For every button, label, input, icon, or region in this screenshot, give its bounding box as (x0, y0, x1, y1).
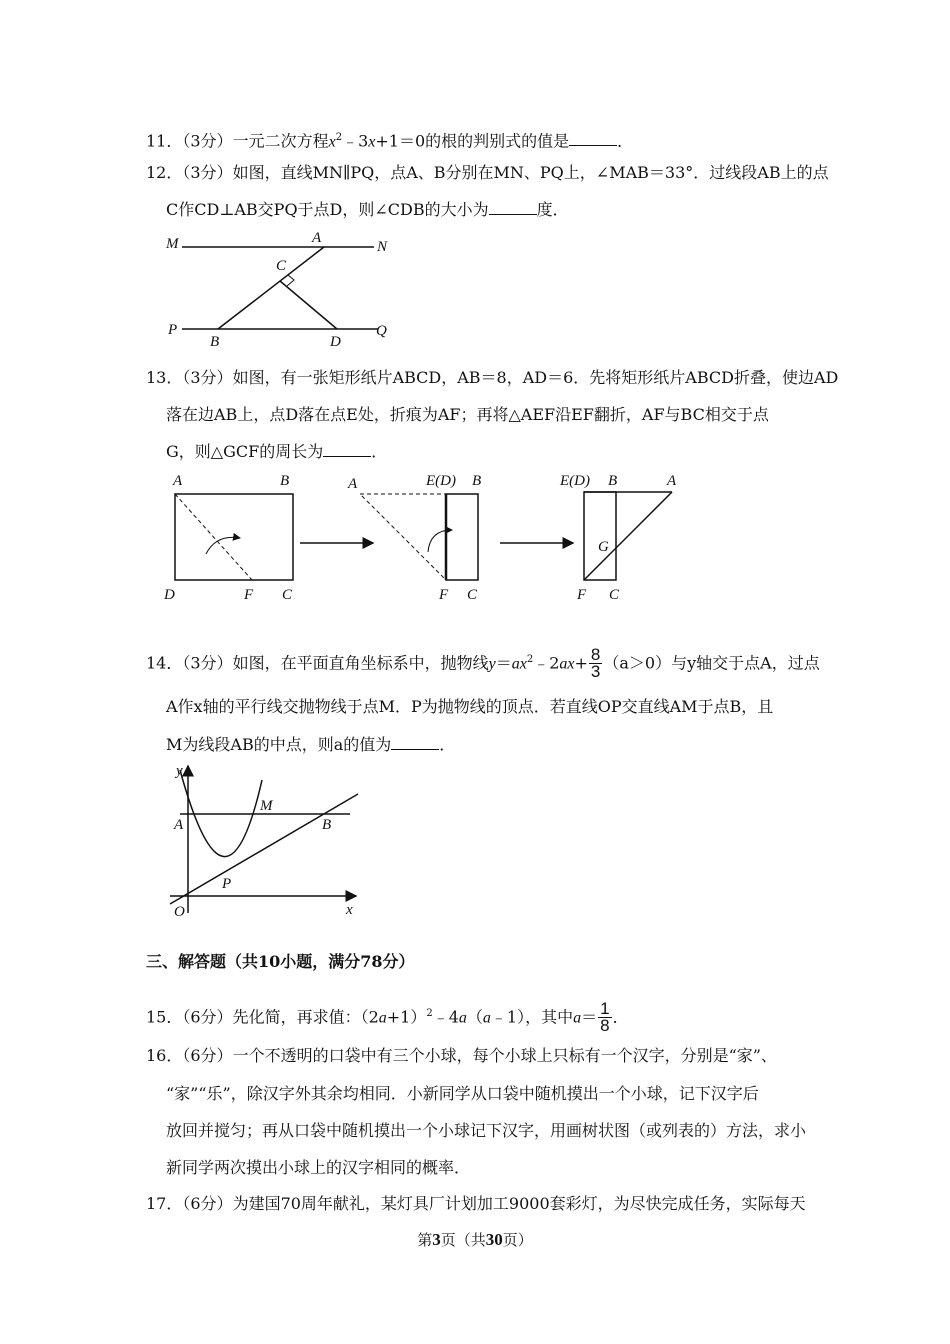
q11-score: （3分） (182, 131, 233, 151)
answer-blank (569, 131, 617, 146)
question-12-line2 (166, 200, 569, 220)
q14-text: 如图，在平面直角坐标系中，抛物线 (232, 653, 489, 673)
segment-ab (218, 247, 324, 329)
q16-text: 一个不透明的口袋中有三个小球，每个小球上只标有一个汉字，分别是“家”、 (232, 1046, 777, 1065)
q13-text-3-end: ． (371, 442, 388, 461)
q17-score: （6分） (182, 1194, 233, 1213)
q11-expr: ﹣3 (342, 131, 369, 151)
label-y: y (176, 763, 183, 779)
label-x: x (346, 902, 353, 918)
q13-score: （3分） (182, 368, 233, 387)
question-17-line1 (146, 1194, 806, 1214)
q13-number: 13． (146, 368, 183, 387)
label-n: N (377, 239, 388, 255)
fig1-fold-line (175, 494, 252, 580)
question-16-line1 (146, 1046, 777, 1066)
q14-fraction (589, 647, 602, 680)
label-b: B (210, 334, 220, 350)
q15-text-c: ﹣4 (432, 1007, 459, 1027)
label-p: P (168, 322, 178, 338)
footer-post: 页） (502, 1231, 533, 1249)
label-q: Q (376, 323, 387, 339)
fig3-strip (584, 492, 616, 580)
q12-text-2: C作CD⊥AB交PQ于点D，则∠CDB的大小为 (166, 200, 489, 219)
fig1-label-d: D (164, 587, 175, 603)
q16-number: 16． (146, 1046, 183, 1065)
answer-blank (323, 442, 371, 457)
fig2-strip (446, 494, 478, 580)
q14-frac-numerator: 8 (590, 645, 601, 665)
label-a: A (312, 230, 322, 246)
q14-figure (160, 758, 380, 923)
question-16-line3 (166, 1121, 806, 1141)
q17-number: 17． (146, 1194, 183, 1213)
q14-eq: ＝ (495, 653, 512, 673)
q14-number: 14． (146, 653, 183, 673)
q12-score: （3分） (182, 163, 233, 182)
footer-total-pages: 30 (485, 1230, 503, 1249)
fig1-label-b: B (280, 473, 290, 489)
label-m: M (166, 236, 179, 252)
question-14-line2 (166, 697, 773, 717)
label-m: M (260, 798, 273, 814)
q15-text-d: （ (466, 1007, 483, 1027)
q16-text-2: “家”“乐”，除汉字外其余均相同．小新同学从口袋中随机摸出一个小球，记下汉字后 (166, 1084, 759, 1103)
fig3-diagonal (584, 492, 672, 580)
q11-number: 11． (146, 131, 183, 151)
q15-number: 15． (146, 1007, 183, 1027)
q14-text-2: A作x轴的平行线交抛物线于点M．P为抛物线的顶点．若直线OP交直线AM于点B，且 (166, 697, 774, 716)
answer-blank (489, 200, 537, 215)
fig3-label-f: F (577, 587, 587, 603)
q15-var2: a (458, 1009, 467, 1027)
question-16-line4 (166, 1158, 470, 1178)
q14-score: （3分） (182, 653, 233, 673)
fig2-label-ed: E(D) (426, 473, 456, 489)
q11-exp: 2 (335, 132, 343, 143)
fig3-label-ed: E(D) (560, 473, 590, 489)
q14-expr: ﹣2 (533, 653, 560, 673)
q13-text-2: 落在边AB上，点D落在点E处，折痕为AF；再将△AEF沿EF翻折，AF与BC相交于点 (166, 405, 769, 424)
question-13-line1 (146, 368, 838, 388)
label-p: P (222, 876, 232, 892)
q14-text-3: M为线段AB的中点，则a的值为 (166, 735, 392, 754)
q16-text-3: 放回并搅匀；再从口袋中随机摸出一个小球记下汉字，用画树状图（或列表的）方法，求小 (166, 1121, 807, 1140)
q15-var4: a (573, 1009, 582, 1027)
fig3-label-c: C (609, 587, 620, 603)
q15-fraction (598, 1001, 611, 1034)
q13-text-3: G，则△GCF的周长为 (166, 442, 324, 461)
q12-figure (160, 228, 400, 350)
q15-text-e: ﹣1），其中 (490, 1007, 574, 1027)
q12-number: 12． (146, 163, 183, 182)
fig2-label-c: C (467, 587, 478, 603)
q15-var3: a (482, 1009, 491, 1027)
footer-mid: 页（共 (440, 1231, 486, 1249)
page-footer (0, 1230, 950, 1250)
right-angle-mark (287, 275, 294, 286)
fig3-label-b: B (608, 473, 618, 489)
fig1-fold-arrow (206, 537, 240, 554)
question-16-line2 (166, 1084, 759, 1104)
question-12-line1 (146, 163, 829, 183)
q11-text: 一元二次方程 (232, 131, 329, 151)
q15-text-b: +1） (386, 1007, 427, 1027)
fig1-label-f: F (244, 587, 254, 603)
q17-text: 为建国70周年献礼，某灯具厂计划加工9000套彩灯，为尽快完成任务，实际每天 (232, 1194, 806, 1213)
question-15 (146, 996, 629, 1036)
footer-pre: 第 (417, 1231, 433, 1249)
segment-cd (280, 281, 337, 329)
fig2-label-b: B (472, 473, 482, 489)
fig3-label-a: A (667, 473, 677, 489)
question-14-line1 (146, 642, 820, 682)
q15-score: （6分） (182, 1007, 233, 1027)
fig2-label-f: F (439, 587, 449, 603)
q11-text-tail: +1＝0的根的判别式的值是 (375, 131, 570, 151)
footer-page-number: 3 (432, 1230, 441, 1249)
q15-frac-numerator: 1 (600, 999, 610, 1019)
q14-condition: （a＞0） (603, 653, 672, 673)
fig3-label-g: G (598, 539, 609, 555)
q14-var-y: y (488, 655, 496, 673)
question-11 (146, 128, 633, 152)
section-3-heading: 三、解答题（共10小题，满分78分） (146, 952, 415, 971)
q12-text-2-end: 度． (536, 200, 569, 219)
q16-text-4: 新同学两次摸出小球上的汉字相同的概率． (166, 1158, 471, 1177)
q16-score: （6分） (182, 1046, 233, 1065)
q13-figure (160, 468, 700, 608)
label-a: A (174, 817, 184, 833)
question-13-line2 (166, 405, 769, 425)
q15-text: 先化简，再求值：（2 (232, 1007, 379, 1027)
q14-plus: + (574, 653, 588, 673)
q15-eq: ＝ (581, 1007, 598, 1027)
answer-blank (391, 735, 439, 750)
fig1-label-a: A (173, 473, 183, 489)
question-14-line3 (166, 735, 455, 755)
q15-end: ． (612, 1007, 629, 1027)
q15-var: a (378, 1009, 387, 1027)
q12-text: 如图，直线MN∥PQ，点A、B分别在MN、PQ上，∠MAB＝33°．过线段AB上的点 (232, 163, 829, 182)
q15-exp: 2 (426, 1008, 433, 1019)
fig1-label-c: C (282, 587, 293, 603)
label-o: O (174, 904, 185, 920)
q14-var-ax: ax (511, 655, 527, 673)
q14-var-ax2: ax (559, 655, 575, 673)
label-b: B (322, 817, 332, 833)
fig2-label-a: A (348, 476, 358, 492)
fig2-fold-arrow (428, 530, 452, 552)
q15-frac-denominator: 8 (600, 1016, 610, 1036)
q11-var2: x (368, 133, 376, 151)
label-d: D (330, 334, 341, 350)
q14-text-end: 与y轴交于点A，过点 (671, 653, 820, 673)
question-13-line3 (166, 442, 387, 462)
q13-text: 如图，有一张矩形纸片ABCD，AB＝8，AD＝6．先将矩形纸片ABCD折叠，使边AD (232, 368, 839, 387)
label-c: C (276, 258, 287, 274)
q14-text-3-end: ． (439, 735, 456, 754)
q11-var: x (328, 133, 336, 151)
q11-end: ． (617, 131, 634, 151)
q14-frac-denominator: 3 (590, 662, 601, 682)
q14-exp: 2 (526, 654, 534, 665)
